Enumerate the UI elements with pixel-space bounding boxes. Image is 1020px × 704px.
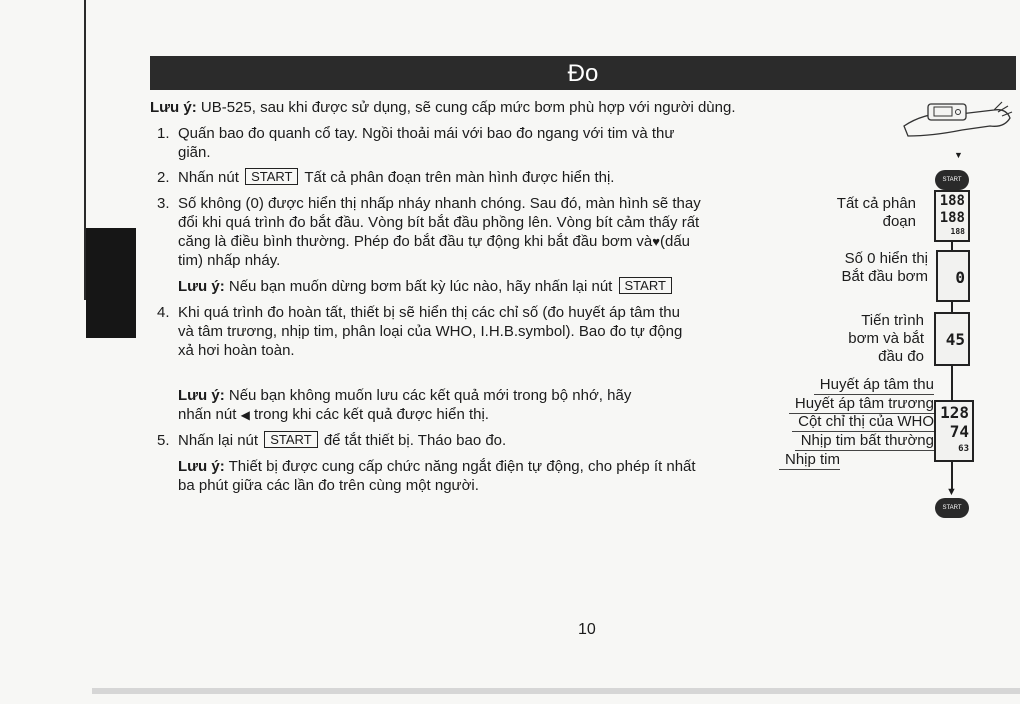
- wrist-monitor-illustration: [898, 96, 1016, 146]
- step-5-number: 5.: [157, 432, 170, 449]
- left-arrow-icon: ◀: [240, 408, 250, 422]
- step-4-line-3: xả hơi hoàn toàn.: [178, 342, 295, 359]
- label-inflation-progress: Tiến trình bơm và bắt đầu đo: [848, 312, 924, 365]
- step-5-note-line-1: Lưu ý: Thiết bị được cung cấp chức năng ngắt điện tự động, cho phép ít nhất: [178, 458, 696, 475]
- side-tab-marker: [86, 228, 136, 338]
- step-4-line-1: Khi quá trình đo hoàn tất, thiết bị sẽ hiển thị các chỉ số (đo huyết áp tâm thu: [178, 304, 680, 321]
- down-arrow-icon: ▼: [946, 486, 957, 498]
- step-4-note-line-1: Lưu ý: Nếu bạn không muốn lưu các kết quả mới trong bộ nhớ, hãy: [178, 387, 632, 404]
- label-pulse: Nhịp tim: [779, 451, 840, 470]
- step-1-number: 1.: [157, 125, 170, 142]
- start-button-label: START: [264, 431, 317, 448]
- start-button-label: START: [245, 168, 298, 185]
- step-2-text: Nhấn nút START Tất cả phân đoạn trên màn hình được hiển thị.: [178, 169, 615, 186]
- step-3-note: Lưu ý: Nếu bạn muốn dừng bơm bất kỳ lúc nào, hãy nhấn lại nút START: [178, 277, 674, 296]
- step-4-note-line-2: nhấn nút ◀ trong khi các kết quả được hiển thị.: [178, 406, 489, 423]
- step-1-line-2: giãn.: [178, 144, 211, 161]
- intro-note: Lưu ý: UB-525, sau khi được sử dụng, sẽ cung cấp mức bơm phù hợp với người dùng.: [150, 99, 736, 116]
- step-4-number: 4.: [157, 304, 170, 321]
- down-arrow-icon: ▼: [954, 150, 963, 160]
- step-4-line-2: và tâm trương, nhịp tim, phân loại của WHO, I.H.B.symbol). Bao đo tự động: [178, 323, 683, 340]
- step-3-line-1: Số không (0) được hiển thị nhấp nháy nhanh chóng. Sau đó, màn hình sẽ thay: [178, 195, 701, 212]
- step-5-note-line-2: ba phút giữa các lần đo trên cùng một người.: [178, 477, 479, 494]
- step-1-line-1: Quấn bao đo quanh cổ tay. Ngồi thoải mái với bao đo ngang với tim và thư: [178, 125, 675, 142]
- start-button-icon: START: [935, 170, 969, 190]
- page-number: 10: [578, 621, 596, 638]
- lcd-result: 128 74 63: [934, 400, 974, 462]
- lcd-all-segments: 188 188 188: [934, 190, 970, 242]
- bottom-rule: [92, 688, 1020, 694]
- lcd-progress: 45: [934, 312, 970, 366]
- label-irregular-heartbeat: Nhịp tim bất thường: [795, 432, 934, 451]
- label-diastolic: Huyết áp tâm trương: [789, 395, 934, 414]
- step-2-number: 2.: [157, 169, 170, 186]
- page-title: Đo: [150, 56, 1016, 90]
- start-button-label: START: [619, 277, 672, 294]
- lcd-zero: 0: [936, 250, 970, 302]
- step-3-number: 3.: [157, 195, 170, 212]
- step-3-line-3: căng là điều bình thường. Phép đo bắt đầu tự động khi bắt đầu bơm và♥(dấu: [178, 233, 691, 250]
- label-all-segments: Tất cả phân đoạn: [836, 195, 916, 230]
- start-button-icon: START: [935, 498, 969, 518]
- heart-icon: ♥: [652, 234, 660, 249]
- step-3-line-2: đổi khi quá trình đo bắt đầu. Vòng bít bắt đầu phồng lên. Vòng bít cảm thấy rất: [178, 214, 700, 231]
- step-5-text: Nhấn lại nút START để tắt thiết bị. Tháo bao đo.: [178, 432, 507, 449]
- label-zero-displayed: Số 0 hiển thị Bắt đầu bơm: [841, 250, 928, 285]
- label-who-indicator: Cột chỉ thị của WHO: [792, 413, 934, 432]
- step-3-line-4: tim) nhấp nháy.: [178, 252, 281, 269]
- label-systolic: Huyết áp tâm thu: [814, 376, 934, 395]
